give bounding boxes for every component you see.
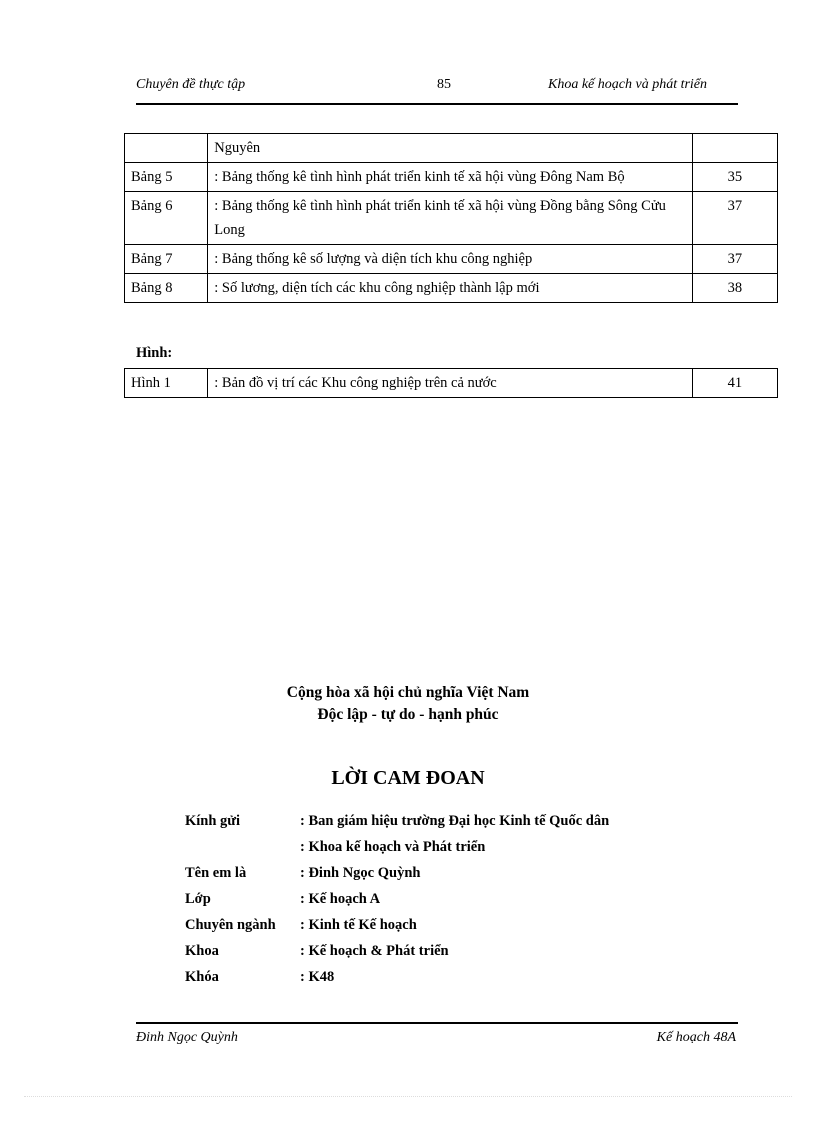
info-value: : Kinh tế Kế hoạch	[300, 917, 417, 933]
row-page: 41	[692, 369, 777, 398]
info-row	[185, 865, 420, 882]
page-title: LỜI CAM ĐOAN	[331, 767, 485, 789]
row-page: 37	[692, 192, 777, 245]
row-title: : Số lương, diện tích các khu công nghiệp thành lập mới	[208, 274, 692, 303]
table-row	[125, 245, 778, 274]
info-label: Kính gửi	[185, 813, 241, 829]
info-value: : Ban giám hiệu trường Đại học Kinh tế Quốc dân	[300, 813, 610, 829]
info-row	[185, 917, 417, 934]
info-row	[185, 839, 485, 856]
info-row	[185, 813, 609, 830]
motto-line-2: Độc lập - tự do - hạnh phúc	[317, 706, 499, 723]
footer-rule	[136, 1022, 738, 1024]
table-row	[125, 369, 778, 398]
info-label: Khoa	[185, 943, 219, 959]
row-label: Hình 1	[125, 369, 208, 398]
row-label	[125, 134, 208, 163]
info-row	[185, 891, 380, 908]
footer-right-text: Kế hoạch 48A	[656, 1030, 736, 1045]
info-value: : Kế hoạch A	[300, 891, 381, 907]
info-value: : Khoa kế hoạch và Phát triển	[300, 839, 486, 855]
info-label: Lớp	[185, 891, 211, 907]
header-rule	[136, 103, 738, 105]
table-row	[125, 192, 778, 245]
row-label: Bảng 7	[125, 245, 208, 274]
row-title: : Bảng thống kê số lượng và diện tích khu công nghiệp	[208, 245, 692, 274]
table-row	[125, 274, 778, 303]
row-label: Bảng 5	[125, 163, 208, 192]
info-label: Khóa	[185, 969, 219, 985]
info-row	[185, 969, 334, 986]
info-label: Chuyên ngành	[185, 917, 276, 933]
row-page: 38	[692, 274, 777, 303]
info-value: : Kế hoạch & Phát triển	[300, 943, 449, 959]
table-row	[125, 134, 778, 163]
tables-list	[124, 133, 778, 303]
row-title: Nguyên	[208, 134, 692, 163]
table-row	[125, 163, 778, 192]
header-left-text: Chuyên đề thực tập	[136, 77, 246, 92]
info-row	[185, 943, 449, 960]
row-label: Bảng 8	[125, 274, 208, 303]
info-value: : K48	[300, 969, 335, 985]
row-title: : Bảng thống kê tình hình phát triển kinh tế xã hội vùng Đồng bằng Sông Cửu Long	[208, 192, 692, 245]
info-label: Tên em là	[185, 865, 247, 881]
row-page	[692, 134, 777, 163]
motto-line-1: Cộng hòa xã hội chủ nghĩa Việt Nam	[286, 684, 530, 701]
info-value: : Đinh Ngọc Quỳnh	[300, 865, 421, 881]
row-title: : Bảng thống kê tình hình phát triển kinh tế xã hội vùng Đông Nam Bộ	[208, 163, 692, 192]
footer-left-text: Đinh Ngọc Quỳnh	[136, 1030, 238, 1045]
row-label: Bảng 6	[125, 192, 208, 245]
row-page: 35	[692, 163, 777, 192]
page-number: 85	[437, 77, 451, 92]
page-bottom-divider	[24, 1096, 792, 1097]
header-right-text: Khoa kế hoạch và phát triển	[548, 77, 708, 92]
figures-heading: Hình:	[136, 345, 173, 361]
row-title: : Bản đồ vị trí các Khu công nghiệp trên cả nước	[208, 369, 692, 398]
row-page: 37	[692, 245, 777, 274]
figures-list	[124, 368, 778, 398]
